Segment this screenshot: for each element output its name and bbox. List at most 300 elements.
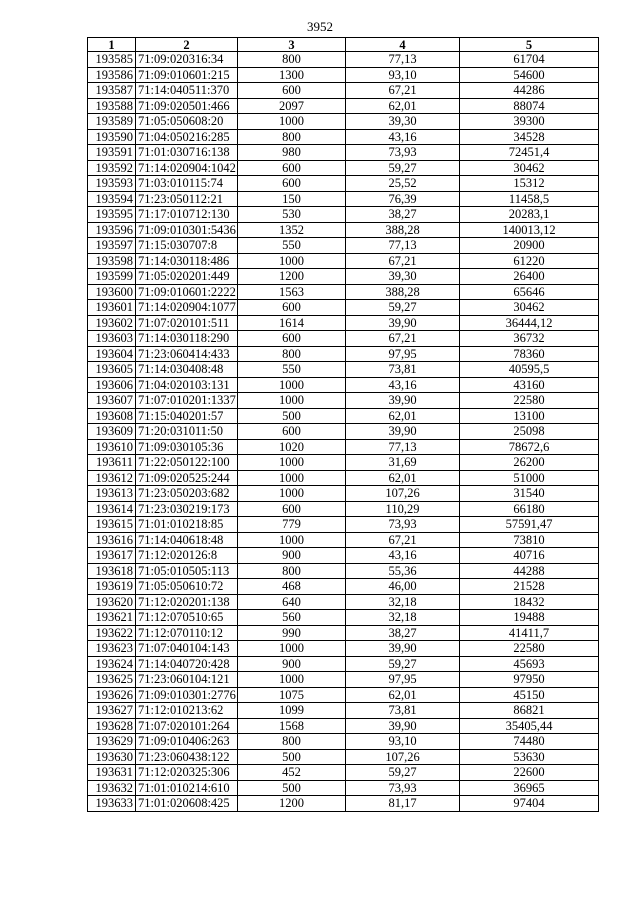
table-row [88,191,599,207]
cell-area: 550 [238,362,346,378]
cell-rate: 77,13 [346,439,460,455]
cell-cadastral-number: 71:05:010505:113 [136,563,238,579]
cell-value: 72451,4 [460,145,599,161]
cell-row-number: 193623 [88,641,136,657]
cell-cadastral-number: 71:14:040511:370 [136,83,238,99]
cell-area: 500 [238,408,346,424]
cell-rate: 77,13 [346,52,460,68]
cell-rate: 38,27 [346,625,460,641]
table-row [88,300,599,316]
cell-row-number: 193627 [88,703,136,719]
cell-value: 35405,44 [460,718,599,734]
cell-area: 600 [238,424,346,440]
cell-area: 1000 [238,377,346,393]
cell-cadastral-number: 71:22:050122:100 [136,455,238,471]
cell-row-number: 193601 [88,300,136,316]
cell-value: 25098 [460,424,599,440]
cell-cadastral-number: 71:14:020904:1042 [136,160,238,176]
cell-value: 22580 [460,641,599,657]
table-row [88,703,599,719]
cell-area: 640 [238,594,346,610]
cell-rate: 59,27 [346,160,460,176]
cell-row-number: 193592 [88,160,136,176]
table-row [88,67,599,83]
cell-rate: 67,21 [346,331,460,347]
cell-cadastral-number: 71:04:020103:131 [136,377,238,393]
cell-row-number: 193629 [88,734,136,750]
cell-area: 1614 [238,315,346,331]
cell-cadastral-number: 71:09:010406:263 [136,734,238,750]
cell-rate: 81,17 [346,796,460,812]
cell-rate: 73,93 [346,517,460,533]
table-row [88,687,599,703]
cell-cadastral-number: 71:05:050608:20 [136,114,238,130]
cell-area: 800 [238,52,346,68]
cell-row-number: 193585 [88,52,136,68]
table-row [88,470,599,486]
cell-area: 600 [238,300,346,316]
cell-cadastral-number: 71:01:030716:138 [136,145,238,161]
table-row [88,160,599,176]
cell-rate: 77,13 [346,238,460,254]
cell-cadastral-number: 71:23:050203:682 [136,486,238,502]
table-row [88,548,599,564]
cell-value: 61704 [460,52,599,68]
cell-value: 65646 [460,284,599,300]
cell-value: 44286 [460,83,599,99]
cell-cadastral-number: 71:09:030105:36 [136,439,238,455]
table-row [88,718,599,734]
cell-area: 1000 [238,486,346,502]
cell-cadastral-number: 71:23:050112:21 [136,191,238,207]
table-row [88,517,599,533]
cell-value: 15312 [460,176,599,192]
cell-cadastral-number: 71:09:020501:466 [136,98,238,114]
table-row [88,253,599,269]
cell-area: 1000 [238,253,346,269]
table-row [88,486,599,502]
cell-row-number: 193593 [88,176,136,192]
cell-cadastral-number: 71:09:010601:215 [136,67,238,83]
cell-rate: 107,26 [346,749,460,765]
cell-area: 1200 [238,796,346,812]
cell-rate: 62,01 [346,98,460,114]
cell-rate: 388,28 [346,222,460,238]
cell-value: 78672,6 [460,439,599,455]
cell-cadastral-number: 71:23:060414:433 [136,346,238,362]
table-row [88,393,599,409]
cell-value: 51000 [460,470,599,486]
column-header-3: 3 [238,38,346,52]
cell-row-number: 193616 [88,532,136,548]
table-row [88,129,599,145]
table-row [88,238,599,254]
table-row [88,594,599,610]
cell-rate: 62,01 [346,408,460,424]
cell-area: 468 [238,579,346,595]
cell-row-number: 193588 [88,98,136,114]
table-row [88,780,599,796]
cell-area: 1000 [238,455,346,471]
cell-value: 88074 [460,98,599,114]
cell-area: 980 [238,145,346,161]
cell-value: 45150 [460,687,599,703]
cell-row-number: 193622 [88,625,136,641]
table-row [88,377,599,393]
column-header-1: 1 [88,38,136,52]
cell-row-number: 193609 [88,424,136,440]
column-header-2: 2 [136,38,238,52]
cell-value: 45693 [460,656,599,672]
cell-area: 1300 [238,67,346,83]
cell-rate: 93,10 [346,734,460,750]
cell-rate: 39,90 [346,641,460,657]
cell-cadastral-number: 71:23:060104:121 [136,672,238,688]
table-body [88,52,599,812]
cell-cadastral-number: 71:03:010115:74 [136,176,238,192]
cell-value: 61220 [460,253,599,269]
table-row [88,455,599,471]
cell-row-number: 193589 [88,114,136,130]
table-row [88,532,599,548]
cell-row-number: 193630 [88,749,136,765]
cell-row-number: 193631 [88,765,136,781]
cell-value: 66180 [460,501,599,517]
cell-rate: 62,01 [346,687,460,703]
table-row [88,424,599,440]
cell-area: 1563 [238,284,346,300]
cell-row-number: 193619 [88,579,136,595]
cell-value: 22600 [460,765,599,781]
cell-value: 30462 [460,300,599,316]
cell-rate: 110,29 [346,501,460,517]
table-row [88,346,599,362]
table-row [88,98,599,114]
cell-rate: 73,93 [346,780,460,796]
cell-rate: 39,90 [346,315,460,331]
cell-area: 1000 [238,470,346,486]
cell-area: 800 [238,734,346,750]
cell-rate: 43,16 [346,377,460,393]
cell-value: 26200 [460,455,599,471]
table-row [88,439,599,455]
cell-cadastral-number: 71:09:010601:2222 [136,284,238,300]
cell-row-number: 193608 [88,408,136,424]
cell-area: 1000 [238,114,346,130]
cell-cadastral-number: 71:12:010213:62 [136,703,238,719]
cell-row-number: 193614 [88,501,136,517]
cell-area: 900 [238,656,346,672]
cell-cadastral-number: 71:14:030118:290 [136,331,238,347]
cell-cadastral-number: 71:23:060438:122 [136,749,238,765]
cell-value: 57591,47 [460,517,599,533]
cell-cadastral-number: 71:12:020201:138 [136,594,238,610]
cell-row-number: 193599 [88,269,136,285]
cell-rate: 73,81 [346,703,460,719]
table-row [88,625,599,641]
cell-cadastral-number: 71:04:050216:285 [136,129,238,145]
cell-value: 20283,1 [460,207,599,223]
cell-cadastral-number: 71:20:031011:50 [136,424,238,440]
cell-cadastral-number: 71:12:070510:65 [136,610,238,626]
cell-value: 140013,12 [460,222,599,238]
cell-cadastral-number: 71:12:070110:12 [136,625,238,641]
cell-row-number: 193605 [88,362,136,378]
cell-value: 39300 [460,114,599,130]
cell-cadastral-number: 71:05:020201:449 [136,269,238,285]
cell-cadastral-number: 71:14:040618:48 [136,532,238,548]
cell-cadastral-number: 71:17:010712:130 [136,207,238,223]
cell-cadastral-number: 71:09:010301:5436 [136,222,238,238]
cell-area: 600 [238,160,346,176]
cell-rate: 32,18 [346,594,460,610]
cell-area: 1000 [238,393,346,409]
table-row [88,610,599,626]
cell-rate: 25,52 [346,176,460,192]
cell-row-number: 193598 [88,253,136,269]
cell-rate: 73,93 [346,145,460,161]
cell-area: 1075 [238,687,346,703]
cell-row-number: 193600 [88,284,136,300]
cell-rate: 73,81 [346,362,460,378]
cell-cadastral-number: 71:12:020325:306 [136,765,238,781]
cell-row-number: 193603 [88,331,136,347]
cell-cadastral-number: 71:07:010201:1337 [136,393,238,409]
cell-value: 11458,5 [460,191,599,207]
cell-row-number: 193615 [88,517,136,533]
table-row [88,207,599,223]
cell-area: 600 [238,331,346,347]
cell-rate: 67,21 [346,253,460,269]
cell-row-number: 193610 [88,439,136,455]
cell-value: 20900 [460,238,599,254]
cell-row-number: 193611 [88,455,136,471]
cell-rate: 39,30 [346,269,460,285]
cell-area: 452 [238,765,346,781]
table-row [88,501,599,517]
cell-rate: 39,90 [346,393,460,409]
cell-area: 1000 [238,641,346,657]
cell-cadastral-number: 71:14:020904:1077 [136,300,238,316]
cell-rate: 388,28 [346,284,460,300]
cell-area: 779 [238,517,346,533]
cell-rate: 67,21 [346,532,460,548]
cell-rate: 59,27 [346,656,460,672]
table-row [88,734,599,750]
cell-area: 1099 [238,703,346,719]
table-row [88,52,599,68]
cell-row-number: 193596 [88,222,136,238]
table-row [88,176,599,192]
cell-value: 36444,12 [460,315,599,331]
cell-area: 600 [238,83,346,99]
cell-cadastral-number: 71:09:010301:2776 [136,687,238,703]
cell-row-number: 193620 [88,594,136,610]
cell-cadastral-number: 71:15:030707:8 [136,238,238,254]
table-row [88,315,599,331]
cell-cadastral-number: 71:14:030408:48 [136,362,238,378]
cell-value: 97404 [460,796,599,812]
cell-row-number: 193633 [88,796,136,812]
cell-value: 43160 [460,377,599,393]
cell-rate: 39,90 [346,424,460,440]
cell-cadastral-number: 71:07:020101:511 [136,315,238,331]
cell-value: 53630 [460,749,599,765]
cell-rate: 43,16 [346,548,460,564]
cell-cadastral-number: 71:09:020525:244 [136,470,238,486]
page-number: 3952 [307,19,333,34]
cell-cadastral-number: 71:05:050610:72 [136,579,238,595]
cell-area: 150 [238,191,346,207]
cell-row-number: 193628 [88,718,136,734]
cell-value: 13100 [460,408,599,424]
cell-row-number: 193590 [88,129,136,145]
cell-value: 73810 [460,532,599,548]
cell-area: 1200 [238,269,346,285]
cell-value: 40595,5 [460,362,599,378]
cell-cadastral-number: 71:15:040201:57 [136,408,238,424]
cell-row-number: 193618 [88,563,136,579]
cell-rate: 39,30 [346,114,460,130]
table-row [88,641,599,657]
table-row [88,269,599,285]
cell-rate: 62,01 [346,470,460,486]
table-row [88,83,599,99]
land-registry-table [87,37,599,812]
cell-row-number: 193586 [88,67,136,83]
cell-area: 800 [238,129,346,145]
cell-rate: 76,39 [346,191,460,207]
cell-cadastral-number: 71:07:020101:264 [136,718,238,734]
cell-row-number: 193632 [88,780,136,796]
cell-area: 600 [238,501,346,517]
cell-area: 560 [238,610,346,626]
cell-row-number: 193595 [88,207,136,223]
cell-row-number: 193606 [88,377,136,393]
cell-cadastral-number: 71:01:020608:425 [136,796,238,812]
table-row [88,765,599,781]
table-row [88,362,599,378]
cell-value: 97950 [460,672,599,688]
cell-rate: 46,00 [346,579,460,595]
column-header-5: 5 [460,38,599,52]
cell-value: 26400 [460,269,599,285]
cell-value: 86821 [460,703,599,719]
cell-cadastral-number: 71:01:010218:85 [136,517,238,533]
cell-area: 1568 [238,718,346,734]
table-row [88,331,599,347]
cell-value: 54600 [460,67,599,83]
cell-row-number: 193613 [88,486,136,502]
cell-value: 36965 [460,780,599,796]
cell-area: 530 [238,207,346,223]
cell-value: 18432 [460,594,599,610]
cell-value: 31540 [460,486,599,502]
cell-value: 36732 [460,331,599,347]
cell-area: 500 [238,749,346,765]
cell-row-number: 193602 [88,315,136,331]
cell-row-number: 193607 [88,393,136,409]
cell-value: 74480 [460,734,599,750]
table-row [88,796,599,812]
table-row [88,114,599,130]
table-row [88,563,599,579]
cell-area: 800 [238,346,346,362]
cell-rate: 43,16 [346,129,460,145]
cell-row-number: 193624 [88,656,136,672]
cell-rate: 97,95 [346,346,460,362]
cell-row-number: 193604 [88,346,136,362]
cell-cadastral-number: 71:23:030219:173 [136,501,238,517]
cell-cadastral-number: 71:12:020126:8 [136,548,238,564]
cell-rate: 97,95 [346,672,460,688]
cell-value: 30462 [460,160,599,176]
cell-area: 1000 [238,672,346,688]
cell-area: 990 [238,625,346,641]
cell-area: 550 [238,238,346,254]
cell-rate: 32,18 [346,610,460,626]
cell-value: 78360 [460,346,599,362]
cell-value: 22580 [460,393,599,409]
cell-cadastral-number: 71:14:040720:428 [136,656,238,672]
cell-cadastral-number: 71:14:030118:486 [136,253,238,269]
cell-rate: 55,36 [346,563,460,579]
cell-cadastral-number: 71:07:040104:143 [136,641,238,657]
cell-area: 2097 [238,98,346,114]
cell-value: 34528 [460,129,599,145]
cell-value: 40716 [460,548,599,564]
cell-value: 44288 [460,563,599,579]
cell-value: 19488 [460,610,599,626]
cell-row-number: 193597 [88,238,136,254]
cell-area: 800 [238,563,346,579]
cell-row-number: 193625 [88,672,136,688]
cell-row-number: 193612 [88,470,136,486]
table-row [88,579,599,595]
cell-area: 1020 [238,439,346,455]
cell-row-number: 193594 [88,191,136,207]
cell-row-number: 193591 [88,145,136,161]
cell-rate: 93,10 [346,67,460,83]
cell-row-number: 193587 [88,83,136,99]
cell-row-number: 193621 [88,610,136,626]
cell-rate: 31,69 [346,455,460,471]
cell-area: 1000 [238,532,346,548]
cell-cadastral-number: 71:01:010214:610 [136,780,238,796]
cell-area: 500 [238,780,346,796]
table-row [88,284,599,300]
cell-row-number: 193626 [88,687,136,703]
table-row [88,222,599,238]
cell-area: 1352 [238,222,346,238]
cell-rate: 59,27 [346,300,460,316]
column-header-4: 4 [346,38,460,52]
table-row [88,749,599,765]
table-row [88,656,599,672]
cell-rate: 39,90 [346,718,460,734]
cell-rate: 67,21 [346,83,460,99]
cell-rate: 38,27 [346,207,460,223]
cell-row-number: 193617 [88,548,136,564]
cell-area: 600 [238,176,346,192]
table-row [88,145,599,161]
cell-cadastral-number: 71:09:020316:34 [136,52,238,68]
cell-value: 41411,7 [460,625,599,641]
cell-rate: 59,27 [346,765,460,781]
table-row [88,408,599,424]
header-row [88,38,599,52]
table-row [88,672,599,688]
